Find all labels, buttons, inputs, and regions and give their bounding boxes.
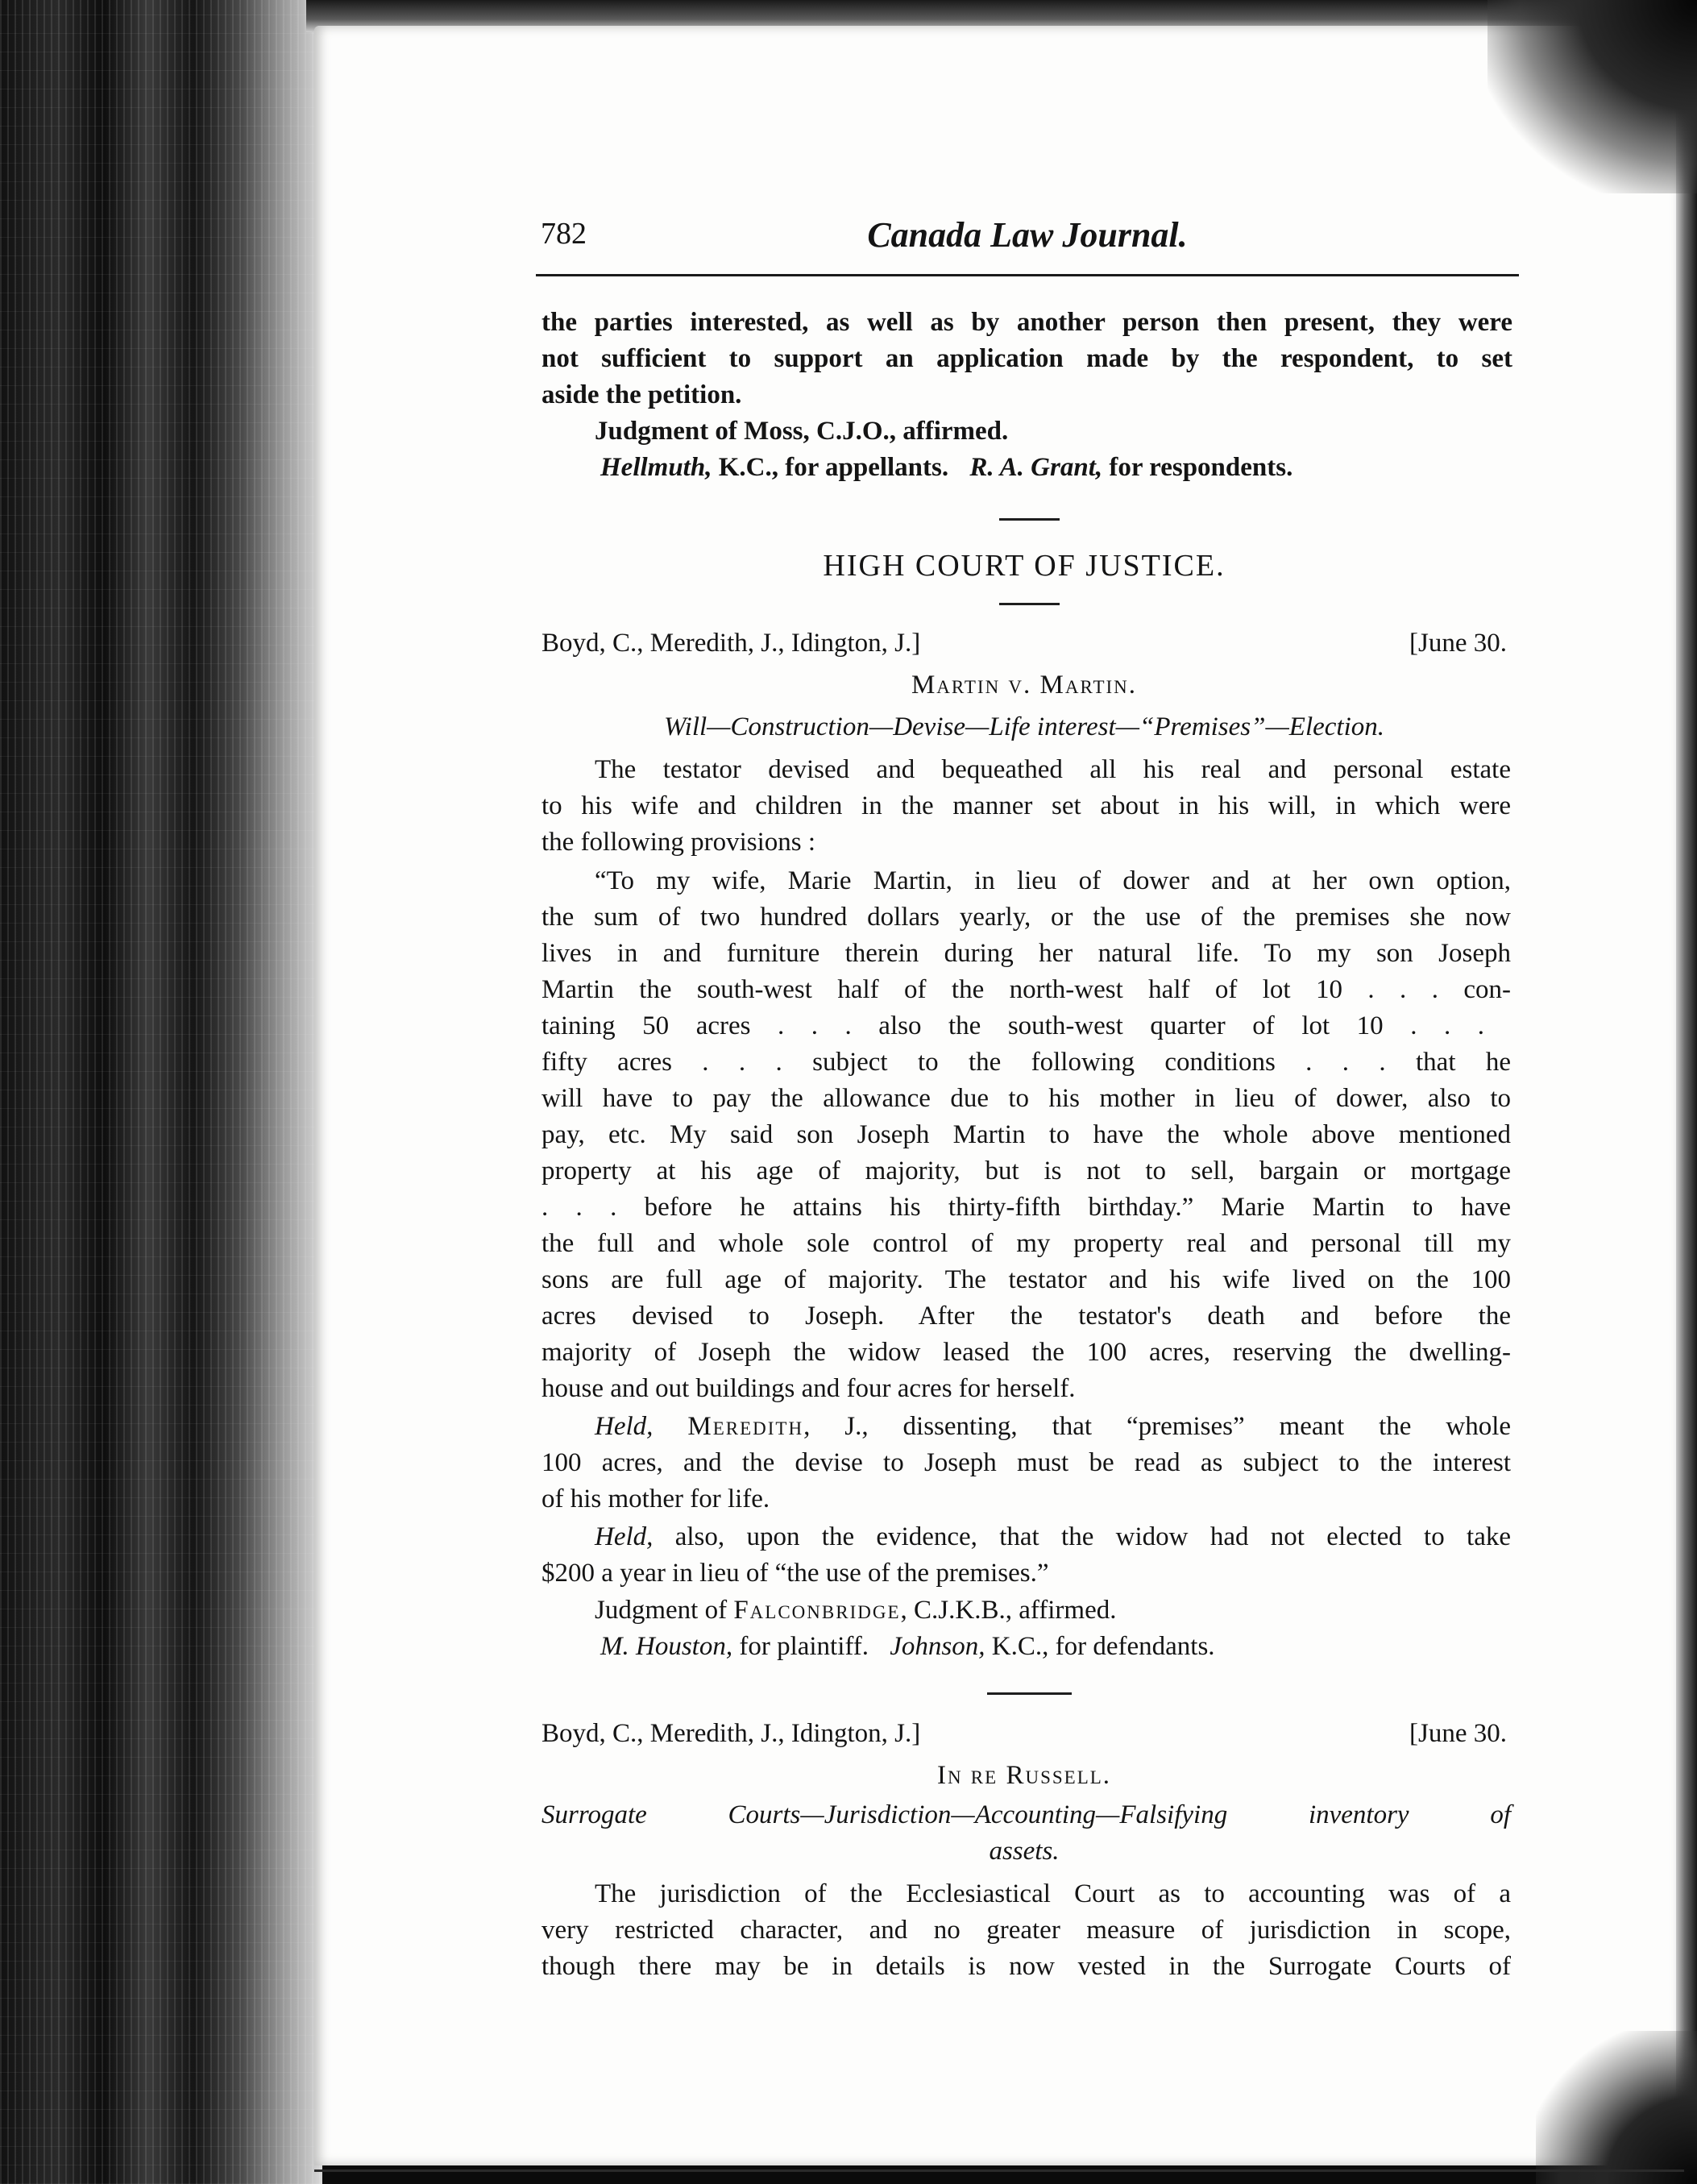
case1-held-line: $200 a year in lieu of “the use of the premises.” bbox=[541, 1559, 1049, 1588]
case2-headnote-cont: assets. bbox=[989, 1837, 1060, 1866]
held-label: Held, bbox=[595, 1412, 653, 1441]
case1-date: [June 30. bbox=[1409, 629, 1507, 658]
judgment-prefix: Judgment of bbox=[595, 1596, 734, 1625]
journal-title: Canada Law Journal. bbox=[867, 215, 1188, 255]
section-divider bbox=[999, 518, 1060, 521]
judgment-suffix: , C.J.K.B., affirmed. bbox=[900, 1596, 1117, 1625]
defendant-counsel-text: K.C., for defendants. bbox=[985, 1632, 1215, 1661]
intro-line: not sufficient to support an application made by the respondent, to set bbox=[541, 344, 1512, 373]
case1-bench: Boyd, C., Meredith, J., Idington, J.] bbox=[541, 629, 921, 658]
held-text: , J., dissenting, that “premises” meant the whole bbox=[803, 1412, 1512, 1441]
plaintiff-counsel-text: for plaintiff. bbox=[732, 1632, 876, 1661]
case2-body-line: though there may be in details is now vested in the Surrogate Courts of bbox=[541, 1952, 1511, 1981]
case2-headnote: Surrogate Courts—Jurisdiction—Accounting—Falsifying inventory of bbox=[541, 1800, 1511, 1829]
case1-held-dissent bbox=[595, 1410, 1511, 1443]
respondent-counsel-name: R. A. Grant, bbox=[969, 453, 1103, 482]
case1-held-line: 100 acres, and the devise to Joseph must be read as subject to the interest bbox=[541, 1448, 1511, 1477]
case1-counsel bbox=[600, 1630, 1215, 1663]
case1-body-line: taining 50 acres . . . also the south-west quarter of lot 10 . . . bbox=[541, 1011, 1484, 1040]
intro-counsel bbox=[600, 451, 1292, 484]
case1-body-line: to his wife and children in the manner set about in his will, in which were bbox=[541, 791, 1511, 820]
scan-corner-shadow-bottom bbox=[1536, 2031, 1697, 2184]
case1-body-line: the sum of two hundred dollars yearly, or the use of the premises she now bbox=[541, 903, 1511, 932]
case1-body-line: pay, etc. My said son Joseph Martin to have the whole above mentioned bbox=[541, 1120, 1511, 1149]
section-divider bbox=[987, 1692, 1072, 1695]
case1-body-line: “To my wife, Marie Martin, in lieu of dower and at her own option, bbox=[595, 866, 1511, 895]
intro-judgment: Judgment of Moss, C.J.O., affirmed. bbox=[595, 417, 1009, 446]
case1-body-line: majority of Joseph the widow leased the 100 acres, reserving the dwelling- bbox=[541, 1338, 1511, 1367]
case2-body-line: very restricted character, and no greater measure of jurisdiction in scope, bbox=[541, 1916, 1511, 1945]
judgment-judge-name: Falconbridge bbox=[733, 1596, 901, 1625]
case1-headnote: Will—Construction—Devise—Life interest—“Premises”—Election. bbox=[663, 712, 1385, 741]
bottom-edge-line bbox=[314, 2169, 1684, 2172]
right-edge-shadow bbox=[1673, 0, 1697, 2184]
case1-body-line: the full and whole sole control of my property real and personal till my bbox=[541, 1229, 1511, 1258]
section-divider bbox=[999, 603, 1060, 605]
defendant-counsel-name: Johnson, bbox=[890, 1632, 985, 1661]
page-number: 782 bbox=[541, 217, 587, 251]
case1-body-line: house and out buildings and four acres for herself. bbox=[541, 1374, 1076, 1403]
case2-bench: Boyd, C., Meredith, J., Idington, J.] bbox=[541, 1719, 921, 1748]
appellant-counsel-text: K.C., for appellants. bbox=[712, 453, 956, 482]
case1-body-line: lives in and furniture therein during her natural life. To my son Joseph bbox=[541, 939, 1511, 968]
case2-title: In re Russell. bbox=[936, 1761, 1112, 1790]
case1-held-line: of his mother for life. bbox=[541, 1484, 770, 1513]
case1-body-line: . . . before he attains his thirty-fifth birthday.” Marie Martin to have bbox=[541, 1193, 1511, 1222]
case2-body-line: The jurisdiction of the Ecclesiastical Court as to accounting was of a bbox=[595, 1879, 1511, 1908]
case1-body-line: The testator devised and bequeathed all his real and personal estate bbox=[595, 755, 1511, 784]
held-text: also, upon the evidence, that the widow had not elected to take bbox=[653, 1522, 1511, 1551]
case1-body-line: sons are full age of majority. The testator and his wife lived on the 100 bbox=[541, 1265, 1511, 1294]
case1-body-line: acres devised to Joseph. After the testator's death and before the bbox=[541, 1302, 1511, 1331]
respondent-counsel-text: for respondents. bbox=[1102, 453, 1293, 482]
case2-date: [June 30. bbox=[1409, 1719, 1507, 1748]
case1-body-line: Martin the south-west half of the north-west half of lot 10 . . . con- bbox=[541, 975, 1511, 1004]
court-heading: HIGH COURT OF JUSTICE. bbox=[823, 549, 1226, 583]
plaintiff-counsel-name: M. Houston, bbox=[600, 1632, 733, 1661]
case1-body-line: the following provisions : bbox=[541, 828, 816, 857]
page-binding-shadow bbox=[0, 0, 322, 2184]
intro-line: aside the petition. bbox=[541, 380, 742, 409]
case1-body-line: property at his age of majority, but is not to sell, bargain or mortgage bbox=[541, 1156, 1511, 1185]
appellant-counsel-name: Hellmuth, bbox=[600, 453, 712, 482]
scan-corner-shadow-top bbox=[1487, 0, 1697, 193]
case1-body-line: will have to pay the allowance due to his mother in lieu of dower, also to bbox=[541, 1084, 1511, 1113]
intro-line: the parties interested, as well as by another person then present, they were bbox=[541, 308, 1512, 337]
case1-body-line: fifty acres . . . subject to the following conditions . . . that he bbox=[541, 1048, 1511, 1077]
case1-judgment bbox=[595, 1594, 1116, 1626]
held-label: Held, bbox=[595, 1522, 653, 1551]
case1-title: Martin v. Martin. bbox=[911, 671, 1138, 700]
running-header bbox=[536, 211, 1519, 276]
held-judge-name: Meredith bbox=[687, 1412, 804, 1441]
case1-held-election bbox=[595, 1521, 1511, 1553]
